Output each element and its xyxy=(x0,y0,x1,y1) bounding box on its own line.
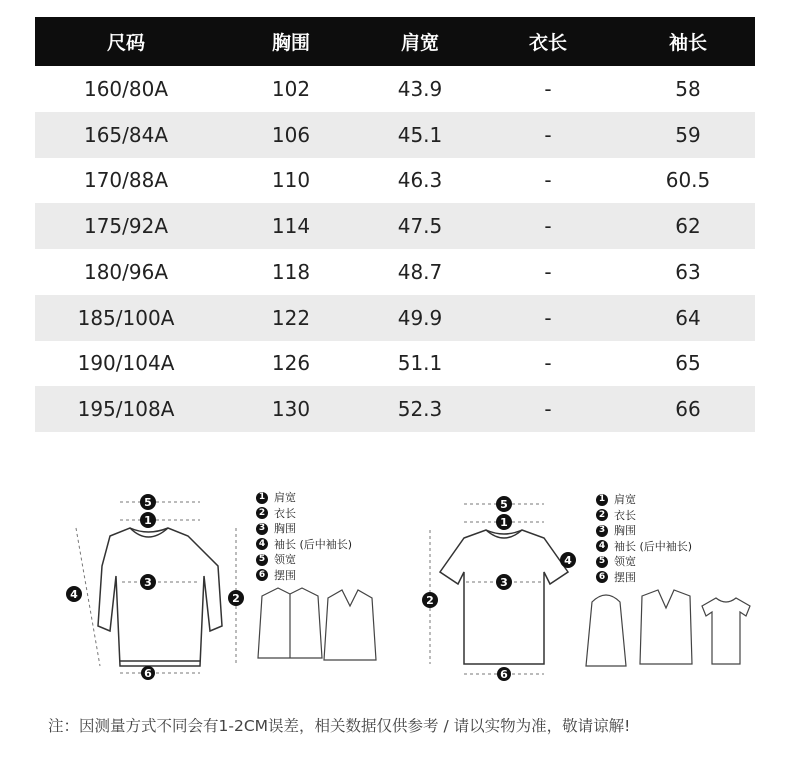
cell-size: 165/84A xyxy=(83,122,169,147)
marker-1-label: 1 xyxy=(500,516,508,529)
header-length: 衣长 xyxy=(528,32,567,54)
table-row xyxy=(35,249,755,295)
legend-text: 领宽 xyxy=(274,553,296,566)
legend-number: 1 xyxy=(256,492,268,504)
table-row xyxy=(35,112,755,158)
cell-size: 195/108A xyxy=(77,397,175,422)
marker-6-label: 6 xyxy=(144,667,152,680)
cell-length: - xyxy=(544,351,552,376)
tshirt-illustration xyxy=(410,476,755,686)
cell-sleeve: 63 xyxy=(675,259,701,284)
legend-number: 5 xyxy=(256,554,268,566)
cell-sleeve: 59 xyxy=(675,122,701,147)
header-shoulder: 肩宽 xyxy=(400,32,439,54)
legend-item xyxy=(596,523,692,539)
legend-number: 2 xyxy=(596,509,608,521)
cell-chest: 118 xyxy=(271,259,311,284)
legend xyxy=(596,492,692,585)
marker-1-label: 1 xyxy=(144,514,152,527)
cell-sleeve: 60.5 xyxy=(665,168,711,193)
cell-sleeve: 58 xyxy=(675,76,701,101)
table-header xyxy=(35,17,755,66)
legend-number: 5 xyxy=(596,556,608,568)
marker-6-label: 6 xyxy=(500,668,508,681)
legend-item xyxy=(596,554,692,570)
cell-chest: 110 xyxy=(271,168,311,193)
table-row xyxy=(35,341,755,387)
legend-number: 3 xyxy=(256,523,268,535)
cell-shoulder: 46.3 xyxy=(397,168,443,193)
legend-text: 袖长 (后中袖长) xyxy=(614,539,693,553)
cell-length: - xyxy=(544,259,552,284)
legend-item xyxy=(256,521,352,537)
marker-5-label: 5 xyxy=(144,496,152,509)
cell-size: 160/80A xyxy=(83,76,169,101)
size-table xyxy=(35,17,755,432)
table-row xyxy=(35,386,755,432)
header-size: 尺码 xyxy=(106,32,145,54)
header-sleeve: 袖长 xyxy=(668,32,707,54)
cell-size: 175/92A xyxy=(83,214,169,239)
cell-sleeve: 64 xyxy=(675,305,701,330)
marker-2-label: 2 xyxy=(232,592,240,605)
cell-size: 170/88A xyxy=(83,168,169,193)
legend-text: 衣长 xyxy=(274,506,296,520)
cell-chest: 130 xyxy=(271,397,311,422)
cell-chest: 102 xyxy=(271,76,311,101)
cell-shoulder: 49.9 xyxy=(397,305,443,330)
legend-text: 摆围 xyxy=(614,570,636,584)
cell-chest: 114 xyxy=(271,214,311,239)
sweatshirt-measure-diagram xyxy=(40,476,380,686)
legend-text: 胸围 xyxy=(274,522,296,535)
cell-length: - xyxy=(544,168,552,193)
legend-item xyxy=(256,506,352,522)
legend-number: 1 xyxy=(596,494,608,506)
legend-item xyxy=(256,537,352,553)
cell-length: - xyxy=(544,397,552,422)
legend-item xyxy=(596,539,692,555)
table-row xyxy=(35,203,755,249)
legend-text: 胸围 xyxy=(614,524,636,537)
cell-sleeve: 62 xyxy=(675,214,701,239)
legend-number: 2 xyxy=(256,507,268,519)
legend-text: 领宽 xyxy=(614,555,636,568)
cell-shoulder: 43.9 xyxy=(397,76,443,101)
cell-length: - xyxy=(544,305,552,330)
legend-text: 袖长 (后中袖长) xyxy=(274,537,353,551)
marker-3-label: 3 xyxy=(500,576,508,589)
legend-text: 肩宽 xyxy=(274,491,296,504)
table-row xyxy=(35,158,755,204)
cell-chest: 122 xyxy=(271,305,311,330)
cell-shoulder: 47.5 xyxy=(397,214,443,239)
cell-sleeve: 66 xyxy=(675,397,701,422)
header-chest: 胸围 xyxy=(271,32,310,54)
cell-length: - xyxy=(544,122,552,147)
marker-4-label: 4 xyxy=(564,554,572,567)
table-row xyxy=(35,295,755,341)
legend-item xyxy=(596,508,692,524)
cell-shoulder: 52.3 xyxy=(397,397,443,422)
cell-length: - xyxy=(544,76,552,101)
table-row xyxy=(35,66,755,112)
legend-number: 4 xyxy=(596,540,608,552)
legend-item xyxy=(256,490,352,506)
cell-size: 180/96A xyxy=(83,259,169,284)
legend xyxy=(256,490,352,583)
tshirt-measure-diagram xyxy=(410,476,755,686)
cell-shoulder: 51.1 xyxy=(397,351,443,376)
cell-shoulder: 48.7 xyxy=(397,259,443,284)
legend-number: 6 xyxy=(596,571,608,583)
cell-sleeve: 65 xyxy=(675,351,701,376)
legend-text: 摆围 xyxy=(274,568,296,582)
legend-item xyxy=(596,570,692,586)
legend-item xyxy=(596,492,692,508)
cell-chest: 106 xyxy=(271,122,311,147)
marker-5-label: 5 xyxy=(500,498,508,511)
legend-number: 3 xyxy=(596,525,608,537)
legend-item xyxy=(256,552,352,568)
marker-2-label: 2 xyxy=(426,594,434,607)
cell-size: 185/100A xyxy=(77,305,175,330)
cell-shoulder: 45.1 xyxy=(397,122,443,147)
legend-text: 衣长 xyxy=(614,508,636,522)
legend-text: 肩宽 xyxy=(614,493,636,506)
cell-size: 190/104A xyxy=(77,351,175,376)
legend-number: 6 xyxy=(256,569,268,581)
marker-4-label: 4 xyxy=(70,588,78,601)
measurement-note: 注：因测量方式不同会有1-2CM误差，相关数据仅供参考 / 请以实物为准，敬请谅解! xyxy=(48,717,631,735)
cell-chest: 126 xyxy=(271,351,311,376)
marker-3-label: 3 xyxy=(144,576,152,589)
legend-number: 4 xyxy=(256,538,268,550)
cell-length: - xyxy=(544,214,552,239)
legend-item xyxy=(256,568,352,584)
